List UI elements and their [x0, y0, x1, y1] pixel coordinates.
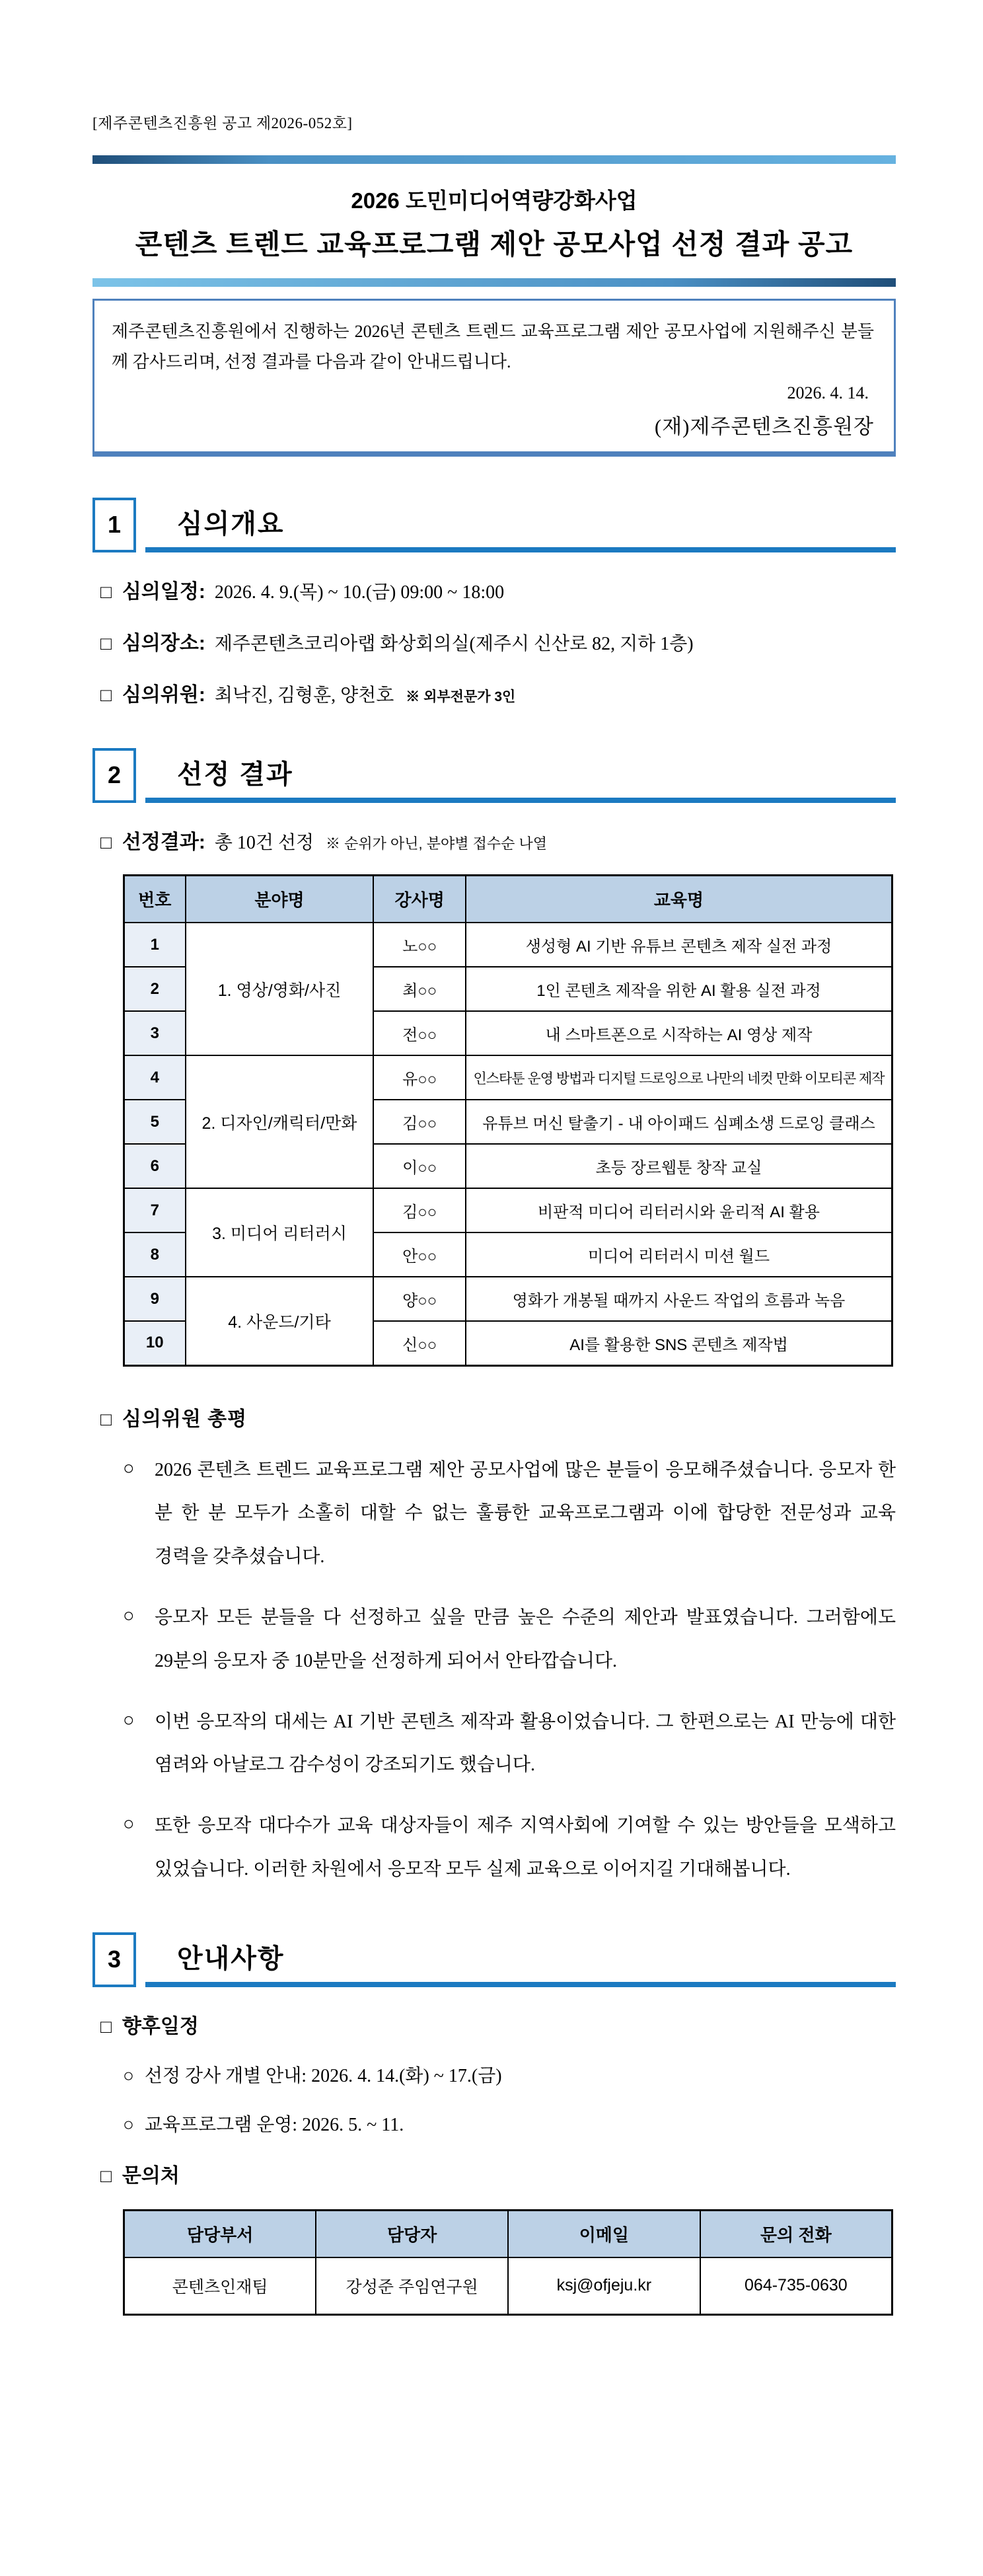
table-row	[124, 1055, 892, 1100]
review-comments-heading	[92, 1402, 896, 1431]
cell-no: 6	[124, 1144, 186, 1188]
intro-box	[92, 299, 896, 457]
square-bullet-icon: □	[100, 632, 112, 654]
cell-no: 9	[124, 1277, 186, 1321]
item-value: 2026. 4. 9.(목) ~ 10.(금) 09:00 ~ 18:00	[214, 582, 505, 603]
intro-signature: (재)제주콘텐츠진흥원장	[654, 414, 874, 438]
section-guidance	[92, 1932, 896, 2316]
cell-course: 초등 장르웹툰 창작 교실	[466, 1144, 892, 1188]
item-note: ※ 순위가 아닌, 분야별 접수순 나열	[326, 835, 547, 852]
item-label: 심의위원:	[122, 683, 205, 706]
section-selection-results	[92, 748, 896, 1891]
cell-course: 유튜브 머신 탈출기 - 내 아이패드 심폐소생 드로잉 클래스	[466, 1100, 892, 1144]
cell-lecturer: 김○○	[373, 1100, 466, 1144]
cell-category: 1. 영상/영화/사진	[186, 923, 374, 1055]
comment-text: 2026 콘텐츠 트렌드 교육프로그램 제안 공모사업에 많은 분들이 응모해주셨습니다. 응모자 한 분 한 분 모두가 소홀히 대할 수 없는 훌륭한 교육프로그램과 이에 합당한 전문성과 교육 경력을 갖추셨습니다.	[155, 1459, 896, 1568]
item-value: 총 10건 선정	[214, 832, 314, 853]
table-header-row	[124, 875, 892, 923]
cell-no: 5	[124, 1100, 186, 1144]
section1-title: 심의개요	[145, 498, 896, 552]
header-phone: 문의 전화	[700, 2210, 892, 2257]
square-bullet-icon: □	[100, 2016, 112, 2037]
review-comment	[92, 1596, 896, 1683]
cell-course: 영화가 개봉될 때까지 사운드 작업의 흐름과 녹음	[466, 1277, 892, 1321]
cell-course: AI를 활용한 SNS 콘텐츠 제작법	[466, 1321, 892, 1365]
document-subtitle: 2026 도민미디어역량강화사업	[351, 188, 637, 213]
section-review-overview	[92, 498, 896, 707]
review-comment	[92, 1700, 896, 1788]
contact-heading	[92, 2159, 896, 2188]
cell-lecturer: 양○○	[373, 1277, 466, 1321]
header-person: 담당자	[316, 2210, 508, 2257]
square-bullet-icon: □	[100, 581, 112, 602]
review-comment	[92, 1804, 896, 1891]
cell-department: 콘텐츠인재팀	[124, 2257, 316, 2314]
cell-no: 2	[124, 967, 186, 1011]
section2-header	[92, 748, 896, 803]
top-gradient-bar	[92, 155, 896, 164]
intro-date: 2026. 4. 14.	[787, 383, 869, 402]
section3-header	[92, 1932, 896, 1987]
header-no: 번호	[124, 875, 186, 923]
table-row	[124, 1277, 892, 1321]
cell-no: 1	[124, 923, 186, 967]
contact-table	[123, 2209, 893, 2316]
cell-lecturer: 노○○	[373, 923, 466, 967]
cell-no: 8	[124, 1232, 186, 1277]
intro-text: 제주콘텐츠진흥원에서 진행하는 2026년 콘텐츠 트렌드 교육프로그램 제안 공모사업에 지원해주신 분들께 감사드리며, 선정 결과를 다음과 같이 안내드립니다.	[112, 322, 874, 372]
section2-number-box: 2	[92, 748, 136, 803]
cell-no: 10	[124, 1321, 186, 1365]
contact-data-row	[124, 2257, 892, 2314]
square-bullet-icon: □	[100, 831, 112, 852]
section1-number-box: 1	[92, 498, 136, 552]
circle-bullet-icon: ○	[123, 1605, 135, 1626]
circle-bullet-icon: ○	[123, 2113, 134, 2135]
circle-bullet-icon: ○	[123, 1813, 135, 1835]
future-schedule-heading	[92, 2010, 896, 2039]
header-category: 분야명	[186, 875, 374, 923]
cell-no: 7	[124, 1188, 186, 1232]
cell-phone: 064-735-0630	[700, 2257, 892, 2314]
review-place-item	[92, 626, 896, 656]
heading-label: 문의처	[122, 2164, 180, 2187]
header-department: 담당부서	[124, 2210, 316, 2257]
item-value: 제주콘텐츠코리아랩 화상회의실(제주시 신산로 82, 지하 1층)	[214, 633, 694, 654]
table-row	[124, 1188, 892, 1232]
cell-course: 생성형 AI 기반 유튜브 콘텐츠 제작 실전 과정	[466, 923, 892, 967]
comment-text: 응모자 모든 분들을 다 선정하고 싶을 만큼 높은 수준의 제안과 발표였습니다. 그러함에도 29분의 응모자 중 10분만을 선정하게 되어서 안타깝습니다.	[155, 1607, 896, 1671]
cell-lecturer: 김○○	[373, 1188, 466, 1232]
circle-bullet-icon: ○	[123, 1457, 135, 1479]
cell-category: 2. 디자인/캐릭터/만화	[186, 1055, 374, 1188]
section1-header	[92, 498, 896, 552]
item-value: 최낙진, 김형훈, 양천호	[214, 685, 394, 706]
circle-bullet-icon: ○	[123, 1709, 135, 1731]
header-lecturer: 강사명	[373, 875, 466, 923]
cell-lecturer: 이○○	[373, 1144, 466, 1188]
notice-number: [제주콘텐츠진흥원 공고 제2026-052호]	[92, 115, 353, 132]
item-value: 교육프로그램 운영: 2026. 5. ~ 11.	[144, 2114, 404, 2135]
cell-lecturer: 신○○	[373, 1321, 466, 1365]
cell-no: 4	[124, 1055, 186, 1100]
comment-text: 또한 응모작 대다수가 교육 대상자들이 제주 지역사회에 기여할 수 있는 방안들을 모색하고 있었습니다. 이러한 차원에서 응모작 모두 실제 교육으로 이어지길 기대해봅니다.	[155, 1815, 896, 1879]
bottom-gradient-bar	[92, 278, 896, 287]
item-label: 선정결과:	[122, 831, 205, 853]
header-course: 교육명	[466, 875, 892, 923]
cell-lecturer: 안○○	[373, 1232, 466, 1277]
cell-lecturer: 유○○	[373, 1055, 466, 1100]
table-row	[124, 923, 892, 967]
square-bullet-icon: □	[100, 1408, 112, 1429]
comment-text: 이번 응모작의 대세는 AI 기반 콘텐츠 제작과 활용이었습니다. 그 한편으로는 AI 만능에 대한 염려와 아날로그 감수성이 강조되기도 했습니다.	[155, 1711, 896, 1776]
circle-bullet-icon: ○	[123, 2065, 134, 2086]
square-bullet-icon: □	[100, 2165, 112, 2186]
review-committee-item	[92, 678, 896, 707]
selection-result-item	[92, 825, 896, 854]
cell-email: ksj@ofjeju.kr	[508, 2257, 700, 2314]
cell-lecturer: 전○○	[373, 1011, 466, 1055]
item-value: 선정 강사 개별 안내: 2026. 4. 14.(화) ~ 17.(금)	[144, 2065, 502, 2086]
item-label: 심의장소:	[122, 632, 205, 654]
schedule-item	[92, 2110, 896, 2137]
section2-title: 선정 결과	[145, 748, 896, 803]
section3-title: 안내사항	[145, 1932, 896, 1987]
contact-header-row	[124, 2210, 892, 2257]
document-title: 콘텐츠 트렌드 교육프로그램 제안 공모사업 선정 결과 공고	[135, 229, 854, 260]
cell-course: 1인 콘텐츠 제작을 위한 AI 활용 실전 과정	[466, 967, 892, 1011]
cell-category: 4. 사운드/기타	[186, 1277, 374, 1365]
cell-course: 미디어 리터러시 미션 월드	[466, 1232, 892, 1277]
cell-no: 3	[124, 1011, 186, 1055]
review-comment	[92, 1449, 896, 1579]
cell-course: 인스타툰 운영 방법과 디지털 드로잉으로 나만의 네컷 만화 이모티콘 제작	[466, 1055, 892, 1100]
selection-results-table	[123, 874, 893, 1367]
cell-person: 강성준 주임연구원	[316, 2257, 508, 2314]
section3-number-box: 3	[92, 1932, 136, 1987]
header-email: 이메일	[508, 2210, 700, 2257]
cell-course: 비판적 미디어 리터러시와 윤리적 AI 활용	[466, 1188, 892, 1232]
cell-course: 내 스마트폰으로 시작하는 AI 영상 제작	[466, 1011, 892, 1055]
cell-category: 3. 미디어 리터러시	[186, 1188, 374, 1277]
heading-label: 향후일정	[122, 2015, 199, 2037]
heading-label: 심의위원 총평	[122, 1408, 248, 1430]
review-schedule-item	[92, 575, 896, 604]
cell-lecturer: 최○○	[373, 967, 466, 1011]
item-note: ※ 외부전문가 3인	[406, 689, 516, 704]
item-label: 심의일정:	[122, 580, 205, 603]
schedule-item	[92, 2061, 896, 2088]
square-bullet-icon: □	[100, 684, 112, 705]
